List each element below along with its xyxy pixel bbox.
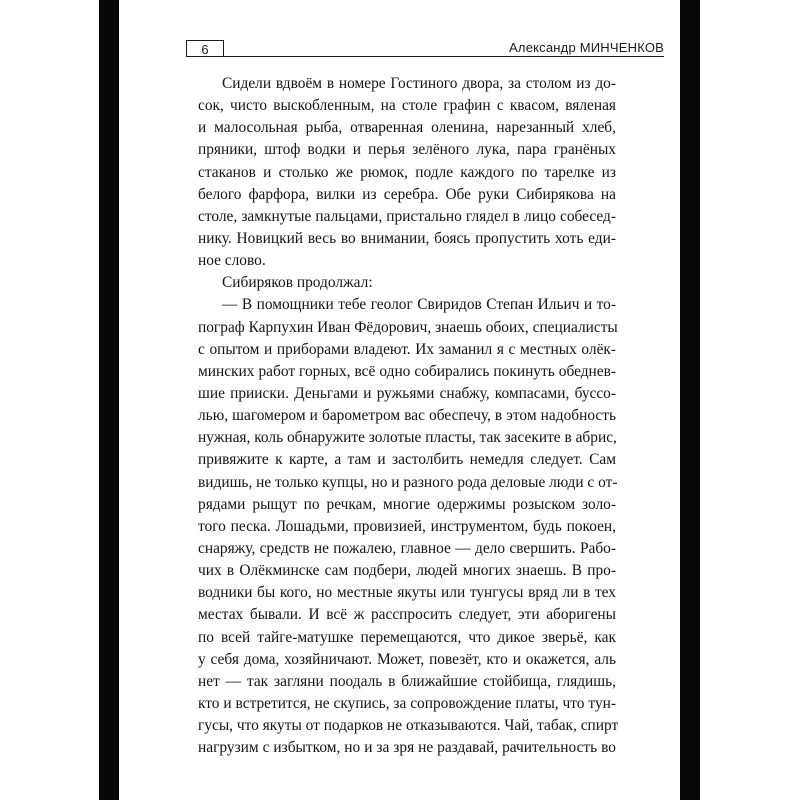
page [119, 0, 680, 800]
text-line: гусы, что якуты от подарков не отказываются. Чай, табак, спирт [198, 717, 619, 735]
text-line: привяжите к карте, а там и застолбить немедля следует. Сам [198, 451, 616, 469]
text-line: рядами рыщут по речкам, многие одержимы розыском золо- [198, 495, 616, 513]
text-line: водники бы кого, но местные якуты или тунгусы вряд ли в тех [198, 584, 616, 602]
text-line: белого фарфора, вилки из серебра. Обе руки Сибирякова на [198, 185, 616, 203]
text-line: столе, замкнутые пальцами, пристально глядел в лицо собесед- [198, 207, 616, 225]
text-line: пограф Карпухин Иван Фёдорович, знаешь обоих, специалисты [198, 318, 618, 336]
text-line: снаряжу, средств не пожалею, главное — дело свершить. Рабо- [198, 539, 616, 557]
text-line: шие прииски. Деньгами и ружьями снабжу, компасами, буссо- [198, 384, 616, 402]
page-edge-right [680, 0, 700, 800]
running-head-author: Александр МИНЧЕНКОВ [509, 40, 664, 55]
text-line: нет — так загляни поодаль в ближайшие стойбища, глядишь, [198, 672, 616, 690]
header-rule [186, 56, 664, 57]
text-line: видишь, не только купцы, но и разного рода деловые люди с от- [198, 473, 618, 491]
text-line: минских работ горных, всё одно собирались покинуть обеднев- [198, 362, 616, 380]
text-line: Сибиряков продолжал: [222, 274, 373, 292]
body-text [198, 73, 619, 759]
text-line: по всей тайге-матушке перемещаются, что дикое зверьё, как [198, 628, 616, 646]
text-line: — В помощники тебе геолог Свиридов Степан Ильич и то- [222, 296, 616, 314]
text-line: стаканов и столько же рюмок, подле каждого по тарелке из [198, 163, 616, 181]
page-edge-left [99, 0, 119, 800]
text-line: с опытом и приборами владеют. Их заманил я с местных олёк- [198, 340, 616, 358]
text-line: кто и встретится, не скупись, за сопровождение платы, что тун- [198, 694, 616, 712]
text-line: нужная, коль обнаружите золотые пласты, так засеките в абрис, [198, 429, 617, 447]
text-line: того песка. Лошадьми, провизией, инструментом, будь покоен, [198, 517, 616, 535]
text-line: нику. Новицкий весь во внимании, боясь пропустить хоть еди- [198, 229, 616, 247]
page-header [186, 40, 664, 58]
text-line: и малосольная рыба, отваренная оленина, нарезанный хлеб, [198, 119, 616, 137]
text-line: ное слово. [198, 252, 266, 270]
text-line: Сидели вдвоём в номере Гостиного двора, за столом из до- [222, 75, 616, 92]
text-line: чих в Олёкминске сам подбери, людей многих знаешь. В про- [198, 562, 616, 580]
text-line: нагрузим с избытком, но и за зря не раздавай, рачительность во [198, 739, 616, 757]
text-line: местах бывали. И всё ж расспросить следует, эти аборигены [198, 606, 616, 624]
page-number: 6 [186, 40, 224, 57]
text-line: у себя дома, хозяйничают. Может, повезёт, кто и окажется, аль [198, 650, 616, 668]
text-line: лью, шагомером и барометром вас обеспечу, в этом надобность [198, 407, 616, 425]
text-line: сок, чисто выскобленным, на столе графин с квасом, вяленая [198, 97, 616, 115]
text-line: пряники, штоф водки и перья зелёного лука, пара гранёных [198, 141, 616, 159]
